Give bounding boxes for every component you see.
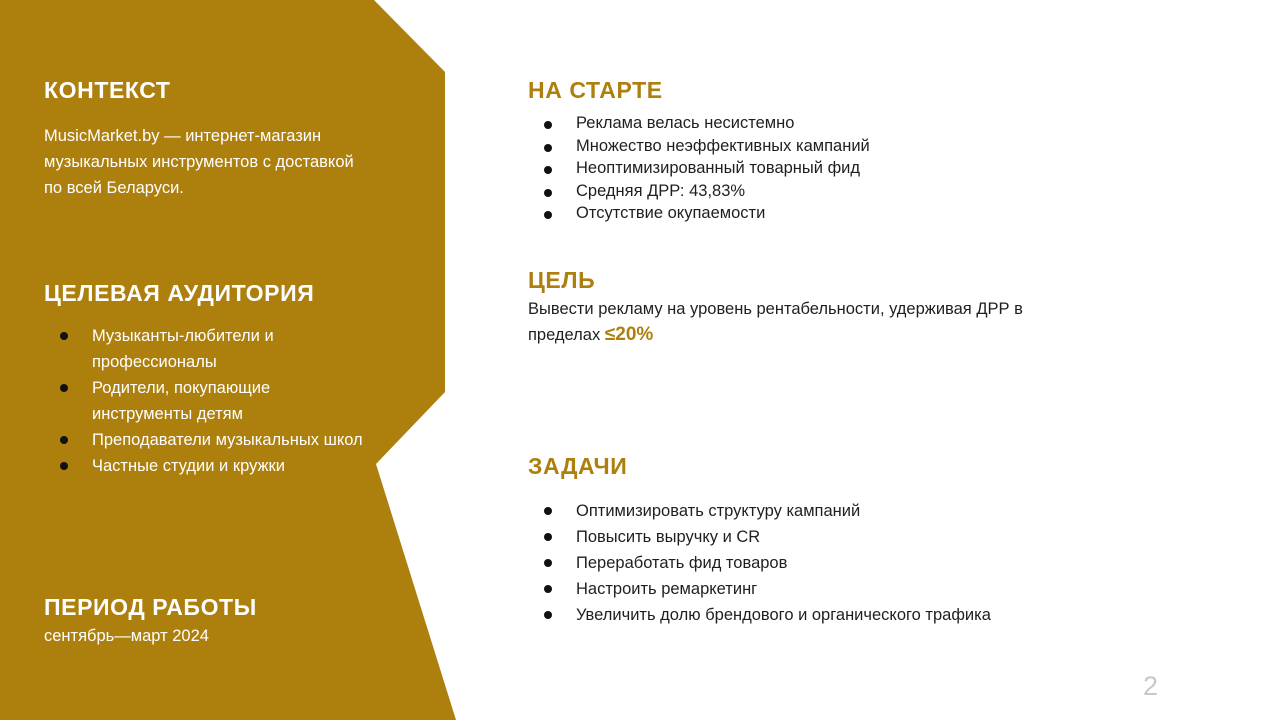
goal-text — [528, 296, 1028, 348]
list-item: Множество неэффективных кампаний — [528, 135, 1128, 158]
audience-heading: ЦЕЛЕВАЯ АУДИТОРИЯ — [44, 280, 315, 306]
list-item: Родители, покупающие инструменты детям — [44, 375, 374, 427]
goal-highlight: ≤20% — [604, 324, 654, 345]
bullet-icon — [60, 332, 68, 340]
bullet-icon — [60, 384, 68, 392]
list-item: Переработать фид товаров — [528, 550, 1148, 576]
bullet-icon — [544, 507, 552, 515]
bullet-icon — [544, 211, 552, 219]
bullet-icon — [544, 533, 552, 541]
list-item: Повысить выручку и CR — [528, 524, 1148, 550]
list-item: Реклама велась несистемно — [528, 112, 1128, 135]
list-item: Увеличить долю брендового и органического трафика — [528, 602, 1148, 628]
bullet-icon — [544, 189, 552, 197]
period-heading: ПЕРИОД РАБОТЫ — [44, 594, 257, 620]
bullet-icon — [544, 611, 552, 619]
list-item: Средняя ДРР: 43,83% — [528, 180, 1128, 203]
audience-list — [44, 323, 374, 479]
list-item: Отсутствие окупаемости — [528, 202, 1128, 225]
bullet-icon — [544, 121, 552, 129]
goal-heading: ЦЕЛЬ — [528, 267, 596, 293]
context-heading: КОНТЕКСТ — [44, 77, 171, 103]
tasks-heading: ЗАДАЧИ — [528, 453, 628, 479]
list-item: Настроить ремаркетинг — [528, 576, 1148, 602]
list-item: Оптимизировать структуру кампаний — [528, 498, 1148, 524]
list-item: Частные студии и кружки — [44, 453, 374, 479]
bullet-icon — [60, 462, 68, 470]
start-heading: НА СТАРТЕ — [528, 77, 663, 103]
tasks-section — [528, 453, 1148, 628]
tasks-list — [528, 498, 1148, 628]
bullet-icon — [544, 166, 552, 174]
context-text: MusicMarket.by — интернет-магазин музыкальных инструментов с доставкой по всей Беларуси. — [44, 127, 354, 197]
page-number: 2 — [1143, 671, 1159, 701]
list-item: Преподаватели музыкальных школ — [44, 427, 374, 453]
bullet-icon — [544, 585, 552, 593]
list-item: Неоптимизированный товарный фид — [528, 157, 1128, 180]
goal-text-body: Вывести рекламу на уровень рентабельности, удерживая ДРР в пределах — [528, 300, 1023, 344]
context-section — [44, 77, 364, 201]
bullet-icon — [544, 144, 552, 152]
goal-section — [528, 267, 1028, 348]
audience-section — [44, 280, 374, 479]
start-section — [528, 77, 1128, 225]
bullet-icon — [544, 559, 552, 567]
list-item: Музыканты-любители и профессионалы — [44, 323, 374, 375]
period-section — [44, 594, 374, 649]
start-list — [528, 112, 1128, 225]
bullet-icon — [60, 436, 68, 444]
period-text: сентябрь—март 2024 — [44, 627, 209, 645]
